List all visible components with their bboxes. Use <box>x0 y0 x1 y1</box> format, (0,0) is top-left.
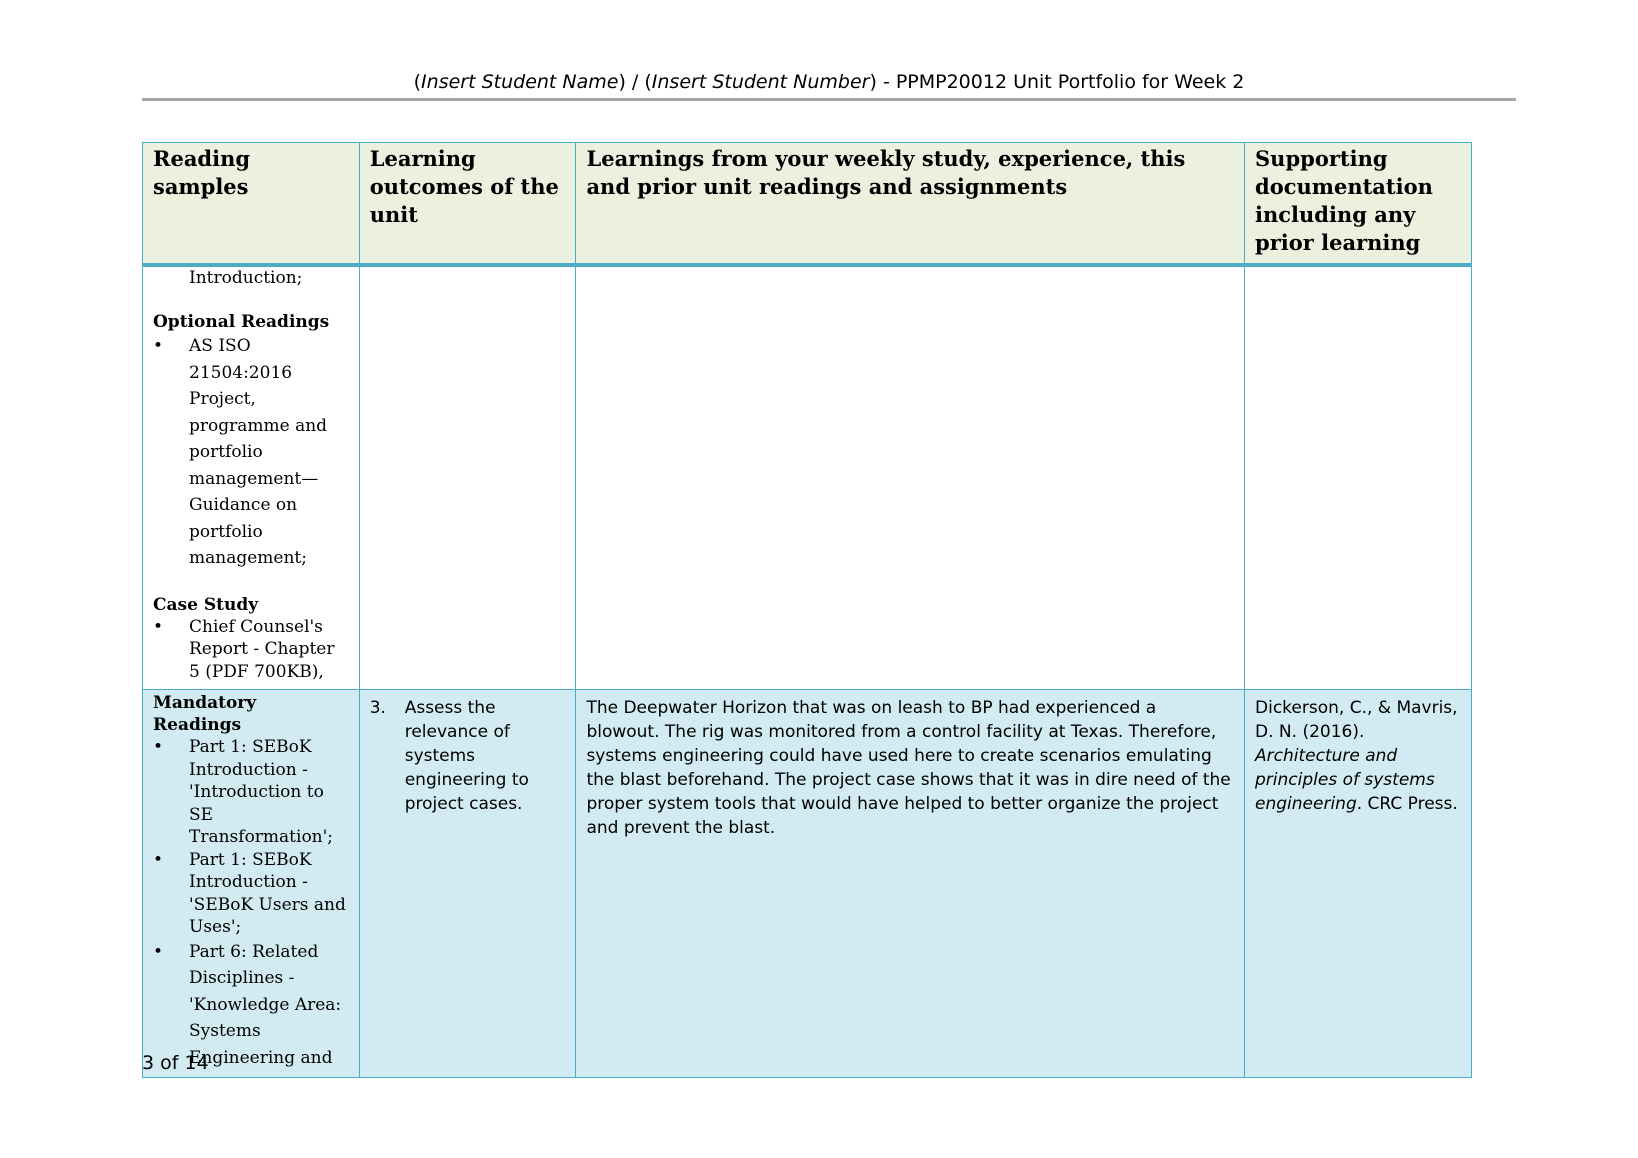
reading-samples-cell <box>143 265 360 690</box>
outcome-text: Assess the relevance of systems engineering to project cases. <box>404 698 529 814</box>
student-number-placeholder: Insert Student Number <box>651 71 870 93</box>
case-study-heading: Case Study <box>153 594 259 615</box>
list-item: • Chief Counsel's Report - Chapter 5 (PDF 700KB), <box>153 616 349 684</box>
optional-readings-heading: Optional Readings <box>153 312 330 332</box>
student-name-placeholder: Insert Student Name <box>421 71 619 93</box>
list-item: • Part 1: SEBoK Introduction - 'SEBoK Users and Uses'; <box>153 849 349 939</box>
learning-outcome-item <box>370 696 566 816</box>
table-row <box>143 690 1472 1078</box>
header-title: - PPMP20012 Unit Portfolio for Week 2 <box>882 71 1245 93</box>
learnings-cell <box>576 265 1245 690</box>
supporting-docs-cell <box>1245 265 1472 690</box>
page-number: 3 of 14 <box>142 1052 209 1074</box>
continued-text: Introduction; <box>189 268 303 288</box>
learning-outcomes-cell <box>359 690 576 1078</box>
list-item: • AS ISO 21504:2016 Project, programme and portfolio management—Guidance on portfolio management; <box>153 333 349 572</box>
learning-outcomes-cell <box>359 265 576 690</box>
page-header: (Insert Student Name) / (Insert Student Number) - PPMP20012 Unit Portfolio for Week 2 <box>142 68 1516 101</box>
col-header-reading-samples: Reading samples <box>143 143 360 266</box>
mandatory-readings-list <box>153 736 349 1071</box>
reading-samples-cell <box>143 690 360 1078</box>
col-header-learning-outcomes: Learning outcomes of the unit <box>359 143 576 266</box>
list-item: • Part 1: SEBoK Introduction - 'Introduction to SE Transformation'; <box>153 736 349 849</box>
optional-readings-list <box>153 333 349 572</box>
col-header-supporting-docs: Supporting documentation including any prior learning <box>1245 143 1472 266</box>
table-row <box>143 265 1472 690</box>
header-separator: / <box>631 71 639 93</box>
col-header-learnings: Learnings from your weekly study, experience, this and prior unit readings and assignments <box>576 143 1245 266</box>
list-item: • Part 6: Related Disciplines - 'Knowledge Area: Systems Engineering and <box>153 939 349 1072</box>
reference-title: Architecture and principles of systems engineering <box>1255 746 1435 814</box>
reference-publisher: . CRC Press. <box>1356 794 1458 814</box>
reference-authors: Dickerson, C., & Mavris, D. N. (2016). <box>1255 698 1458 742</box>
mandatory-readings-heading: Mandatory Readings <box>153 693 257 735</box>
table-header-row <box>143 143 1472 266</box>
learnings-cell <box>576 690 1245 1078</box>
supporting-docs-cell <box>1245 690 1472 1078</box>
learnings-text: The Deepwater Horizon that was on leash to BP had experienced a blowout. The rig was monitored from a control facility at Texas. Therefore, systems engineering could have used here to create scenarios emulating the blast beforehand. The project case shows that it was in dire need of the proper system tools that would have helped to better organize the project and prevent the blast. <box>586 698 1231 838</box>
outcome-number: 3. <box>369 698 386 718</box>
case-study-list <box>153 616 349 684</box>
portfolio-table <box>142 142 1472 1078</box>
